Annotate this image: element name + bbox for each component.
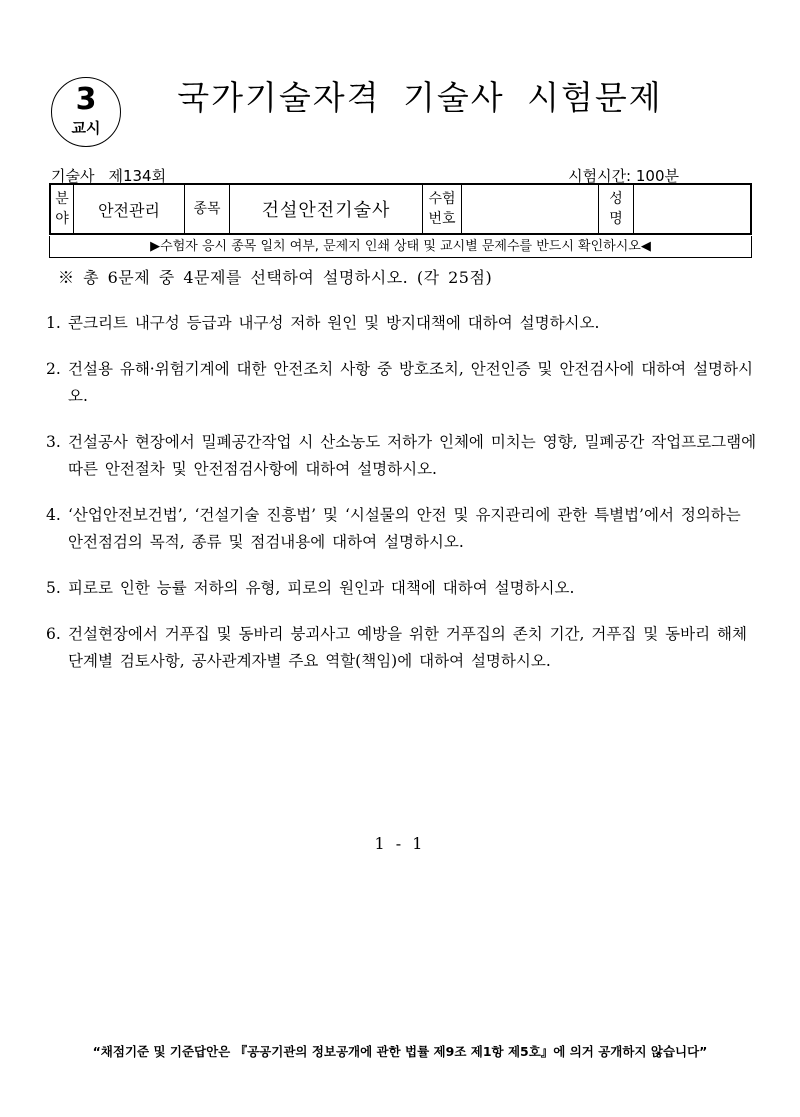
exam-title-text: 국가기술자격 기술사 시험문제: [177, 78, 663, 117]
question-item: [46, 429, 758, 483]
question-item: [46, 310, 758, 337]
footer-disclaimer: “채점기준 및 기준답안은 『공공기관의 정보공개에 관한 법률 제9조 제1항 제5호』에 의거 공개하지 않습니다”: [92, 1044, 708, 1059]
exam-number-field[interactable]: [462, 184, 599, 234]
question-number: 2.: [46, 360, 61, 378]
question-text: 건설용 유해·위험기계에 대한 안전조치 사항 중 방호조치, 안전인증 및 안전검사에 대하여 설명하시오.: [68, 360, 753, 405]
name-label-line1: 성: [609, 191, 623, 207]
exam-number-label-line1: 수험: [428, 191, 456, 207]
name-label: [599, 184, 634, 234]
name-field[interactable]: [634, 184, 752, 234]
exam-round: 제134회: [108, 167, 167, 185]
session-number: 3: [75, 82, 97, 117]
field-label-line1: 분: [55, 191, 69, 207]
session-label: 교시: [71, 119, 101, 137]
exam-title: [0, 72, 800, 119]
item-value: 건설안전기술사: [230, 184, 423, 234]
question-text: 건설공사 현장에서 밀폐공간작업 시 산소농도 저하가 인체에 미치는 영향, 밀폐공간 작업프로그램에 따른 안전절차 및 안전점검사항에 대하여 설명하시오.: [68, 433, 757, 478]
question-text: 피로로 인한 능률 저하의 유형, 피로의 원인과 대책에 대하여 설명하시오.: [68, 579, 575, 597]
exam-type: 기술사: [51, 167, 95, 185]
question-item: [46, 356, 758, 410]
question-list: [46, 310, 758, 694]
question-text: 건설현장에서 거푸집 및 동바리 붕괴사고 예방을 위한 거푸집의 존치 기간, 거푸집 및 동바리 해체 단계별 검토사항, 공사관계자별 주요 역할(책임)에 대하여 설명하시오.: [68, 625, 747, 670]
notice-bar: ▶수험자 응시 종목 일치 여부, 문제지 인쇄 상태 및 교시별 문제수를 반드시 확인하시오◀: [49, 236, 752, 258]
question-number: 5.: [46, 579, 61, 597]
name-label-line2: 명: [609, 211, 623, 227]
question-text: ‘산업안전보건법’, ‘건설기술 진흥법’ 및 ‘시설물의 안전 및 유지관리에 관한 특별법’에서 정의하는 안전점검의 목적, 종류 및 점검내용에 대하여 설명하시오.: [68, 506, 741, 551]
question-item: [46, 575, 758, 602]
field-label: [50, 184, 74, 234]
field-label-line2: 야: [55, 211, 69, 227]
question-item: [46, 502, 758, 556]
exam-time: 시험시간: 100분: [568, 167, 679, 185]
question-number: 1.: [46, 314, 61, 332]
question-number: 6.: [46, 625, 61, 643]
question-number: 4.: [46, 506, 61, 524]
instruction: ※ 총 6문제 중 4문제를 선택하여 설명하시오. (각 25점): [58, 268, 493, 287]
question-number: 3.: [46, 433, 61, 451]
exam-number-label: [423, 184, 462, 234]
page-number: 1 - 1: [374, 834, 426, 853]
exam-info-table: [49, 183, 752, 235]
question-text: 콘크리트 내구성 등급과 내구성 저하 원인 및 방지대책에 대하여 설명하시오.: [68, 314, 600, 332]
item-label: 종목: [185, 184, 230, 234]
field-value: 안전관리: [74, 184, 185, 234]
question-item: [46, 621, 758, 675]
exam-number-label-line2: 번호: [428, 211, 456, 227]
